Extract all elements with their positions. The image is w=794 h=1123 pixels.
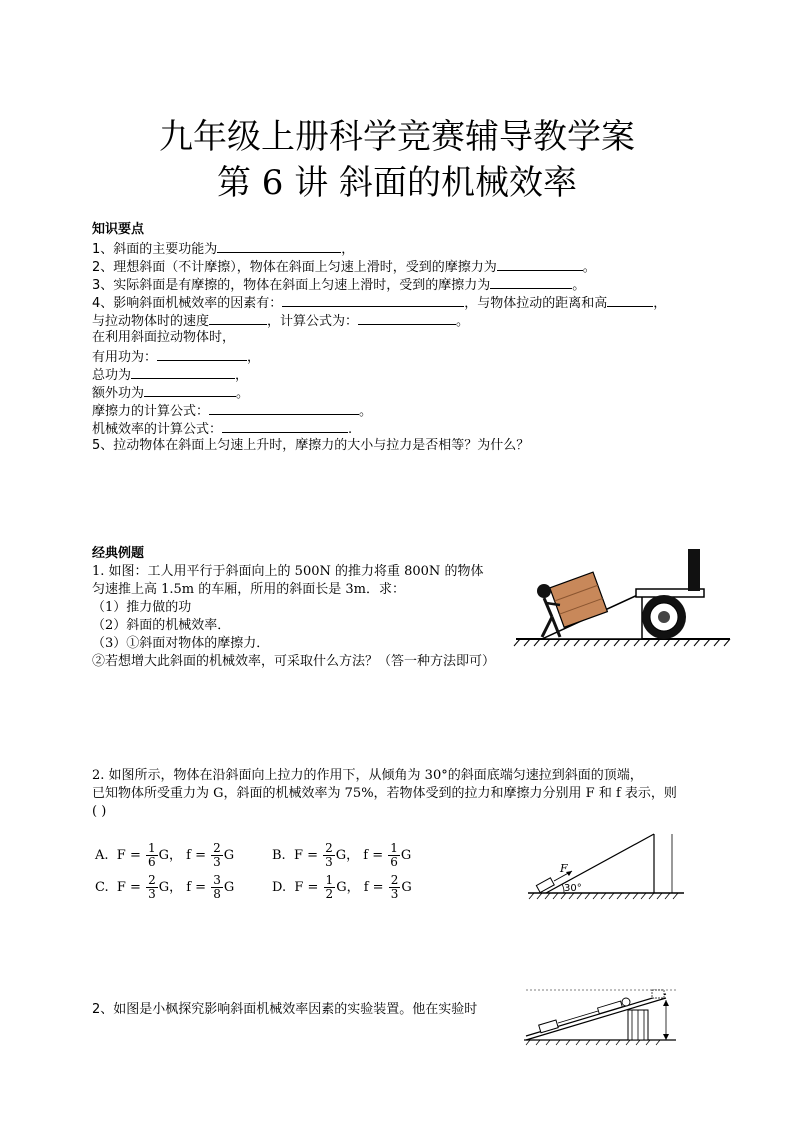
answer-blank[interactable] [144,384,236,397]
answer-blank[interactable] [209,312,267,325]
useful-work-line: 有用功为： ， [92,350,261,365]
answer-blank[interactable] [131,366,235,379]
example-1-part-3: （3）①斜面对物体的摩擦力． [92,636,270,651]
truck-ramp-figure [512,545,734,650]
extra-work-line: 额外功为 。 [92,386,250,401]
answer-blank[interactable] [358,312,456,325]
page-subtitle: 第 6 讲 斜面的机械效率 [216,163,578,203]
answer-blank[interactable] [607,294,653,307]
incline-lab-figure [520,988,680,1050]
knowledge-item-2: 2、理想斜面（不计摩擦），物体在斜面上匀速上滑时，受到的摩擦力为 。 [92,260,596,275]
answer-blank[interactable] [222,420,348,433]
total-work-line: 总功为 ， [92,368,249,383]
example-2-line-3: ( ) [92,804,107,819]
choice-a[interactable]: A. F = $\frac{1}{6}$ G， f = $\frac{2}{3}$ G [95,841,235,869]
knowledge-use-line: 在利用斜面拉动物体时， [92,330,236,345]
knowledge-item-5: 5、拉动物体在斜面上匀速上升时，摩擦力的大小与拉力是否相等？为什么？ [92,438,530,453]
example-1-part-2: （2）斜面的机械效率． [92,618,231,633]
choice-c[interactable]: C. F = $\frac{2}{3}$ G， f = $\frac{3}{8}$ G [95,873,235,901]
example-2-line-2: 已知物体所受重力为 G，斜面的机械效率为 75%，若物体受到的拉力和摩擦力分别用 F 和 f 表示，则 [92,786,677,801]
answer-blank[interactable] [490,276,572,289]
knowledge-item-4: 4、影响斜面机械效率的因素有： ，与物体拉动的距离和高 ， [92,296,667,311]
example-1-line-1: 1. 如图：工人用平行于斜面向上的 500N 的推力将重 800N 的物体 [92,564,484,579]
efficiency-formula-line: 机械效率的计算公式： . [92,422,353,437]
force-label: F [560,862,568,875]
example-1-part-3b: ②若想增大此斜面的机械效率，可采取什么方法？（答一种方法即可） [92,654,496,669]
answer-blank[interactable] [157,348,247,361]
section-heading-examples: 经典例题 [92,546,145,561]
example-3-line-1: 2、如图是小枫探究影响斜面机械效率因素的实验装置。他在实验时 [92,1002,478,1017]
choice-d[interactable]: D. F = $\frac{1}{2}$ G， f = $\frac{2}{3}$ G [272,873,412,901]
knowledge-item-3: 3、实际斜面是有摩擦的，物体在斜面上匀速上滑时，受到的摩擦力为 。 [92,278,586,293]
choice-b[interactable]: B. F = $\frac{2}{3}$ G， f = $\frac{1}{6}$ G [272,841,412,869]
friction-formula-line: 摩擦力的计算公式： 。 [92,404,373,419]
knowledge-item-4b: 与拉动物体时的速度 ，计算公式为： 。 [92,314,470,329]
angle-label: 30° [564,883,582,894]
answer-blank[interactable] [209,402,359,415]
incline-30-figure [524,832,690,902]
page-title: 九年级上册科学竞赛辅导教学案 [159,117,635,157]
answer-blank[interactable] [217,240,341,253]
example-1-line-2: 匀速推上高 1.5m 的车厢，所用的斜面长是 3m．求： [92,582,405,597]
answer-blank[interactable] [282,294,464,307]
example-2-line-1: 2. 如图所示，物体在沿斜面向上拉力的作用下，从倾角为 30°的斜面底端匀速拉到斜面的顶端， [92,768,643,783]
section-heading-knowledge: 知识要点 [92,222,145,237]
answer-blank[interactable] [497,258,583,271]
example-1-part-1: （1）推力做的功 [92,600,192,615]
knowledge-item-1: 1、斜面的主要功能为 ， [92,242,355,257]
